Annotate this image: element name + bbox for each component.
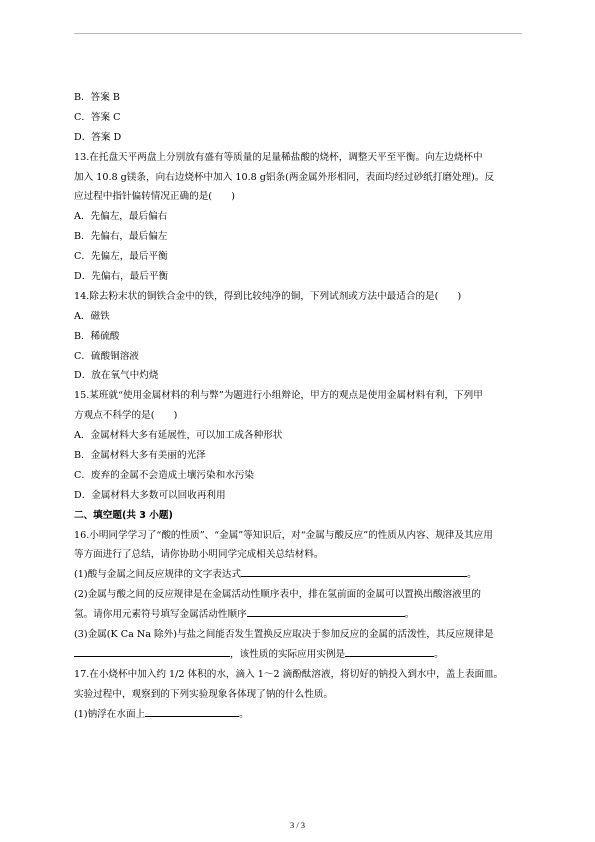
q16-part2-line1: (2)金属与酸之间的反应规律是在金属活动性顺序表中，排在氢前面的金属可以置换出酸溶液里的 xyxy=(74,589,481,601)
page-number: 3 / 3 xyxy=(289,820,306,830)
q16-part3-blank2[interactable] xyxy=(345,645,434,657)
q16-part3-text: ，该性质的实际应用实例是 xyxy=(230,648,346,660)
q13-option-c: C．先偏左，最后平衡 xyxy=(74,251,168,263)
q16-part1-blank[interactable] xyxy=(241,565,467,577)
q16-stem-line2: 等方面进行了总结，请你协助小明同学完成相关总结材料。 xyxy=(74,549,324,561)
q17-part1-text: (1)钠浮在水面上 xyxy=(74,708,146,720)
q16-part3-line1: (3)金属(K Ca Na 除外)与盐之间能否发生置换反应取决于参加反应的金属的活泼性，其反应规律是 xyxy=(74,629,494,641)
choice-b-prev: B．答案 B xyxy=(74,92,120,103)
q15-option-b: B．金属材料大多有美丽的光泽 xyxy=(74,450,206,462)
q13-stem-line3: 应过程中指针偏转情况正确的是( ) xyxy=(74,191,235,203)
q16-part3-period: 。 xyxy=(434,648,444,660)
choice-d-prev: D．答案 D xyxy=(74,131,122,143)
page-content xyxy=(74,88,524,725)
q15-stem-line1: 15.某班就“使用金属材料的利与弊”为题进行小组辩论，甲方的观点是使用金属材料有利，下列甲 xyxy=(74,390,483,402)
q16-part3-line2 xyxy=(74,645,524,665)
q15-stem-line2: 方观点不科学的是( ) xyxy=(74,410,178,422)
q13-option-a: A．先偏左，最后偏右 xyxy=(74,211,168,223)
q16-part3-blank1[interactable] xyxy=(74,645,230,657)
q14-option-d: D．放在氧气中灼烧 xyxy=(74,370,159,382)
q16-stem-line1: 16.小明同学学习了“酸的性质”、“金属”等知识后，对“金属与酸反应”的性质从内容、规律及其应用 xyxy=(74,529,493,541)
header-rule xyxy=(74,33,522,34)
q17-part1-period: 。 xyxy=(239,708,249,720)
q17-part1 xyxy=(74,705,524,725)
q17-stem-line2: 实验过程中，观察到的下列实验现象各体现了钠的什么性质。 xyxy=(74,688,334,700)
q16-part1 xyxy=(74,565,524,585)
q15-option-d: D．金属材料大多数可以回收再利用 xyxy=(74,489,226,501)
q13-stem-line2: 加入 10.8 g镁条，向右边烧杯中加入 10.8 g铝条(两金属外形相同，表面均经过砂纸打磨处理)。反 xyxy=(74,171,495,183)
q16-part1-text: (1)酸与金属之间反应规律的文字表达式 xyxy=(74,569,242,581)
q14-option-b: B．稀硫酸 xyxy=(74,330,120,342)
q14-option-a: A．磁铁 xyxy=(74,310,110,322)
q16-part2-line2 xyxy=(74,605,524,625)
q17-part1-blank[interactable] xyxy=(145,705,239,717)
q14-stem: 14.除去粉末状的铜铁合金中的铁，得到比较纯净的铜，下列试剂或方法中最适合的是( ) xyxy=(74,290,462,302)
q13-option-b: B．先偏右，最后偏左 xyxy=(74,231,168,243)
q14-option-c: C．硫酸铜溶液 xyxy=(74,350,139,362)
choice-c-prev: C．答案 C xyxy=(74,111,121,123)
q16-part2-text: 氢。请你用元素符号填写金属活动性顺序 xyxy=(74,609,247,621)
section-title-fill-in: 二、填空题(共 3 小题) xyxy=(74,509,173,521)
q15-option-a: A．金属材料大多有延展性，可以加工成各种形状 xyxy=(74,430,283,442)
q16-part1-period: 。 xyxy=(467,569,477,581)
q15-option-c: C．废弃的金属不会造成土壤污染和水污染 xyxy=(74,469,255,481)
q13-option-d: D．先偏右，最后平衡 xyxy=(74,271,169,283)
q16-part2-blank[interactable] xyxy=(247,605,405,617)
q17-stem-line1: 17.在小烧杯中加入约 1/2 体积的水，滴入 1～2 滴酚酞溶液，将切好的钠投入到水中，盖上表面皿。 xyxy=(74,668,504,680)
q16-part2-period: 。 xyxy=(404,609,415,621)
q13-stem-line1: 13.在托盘天平两盘上分别放有盛有等质量的足量稀盐酸的烧杯，调整天平至平衡。向左边烧杯中 xyxy=(74,151,483,163)
